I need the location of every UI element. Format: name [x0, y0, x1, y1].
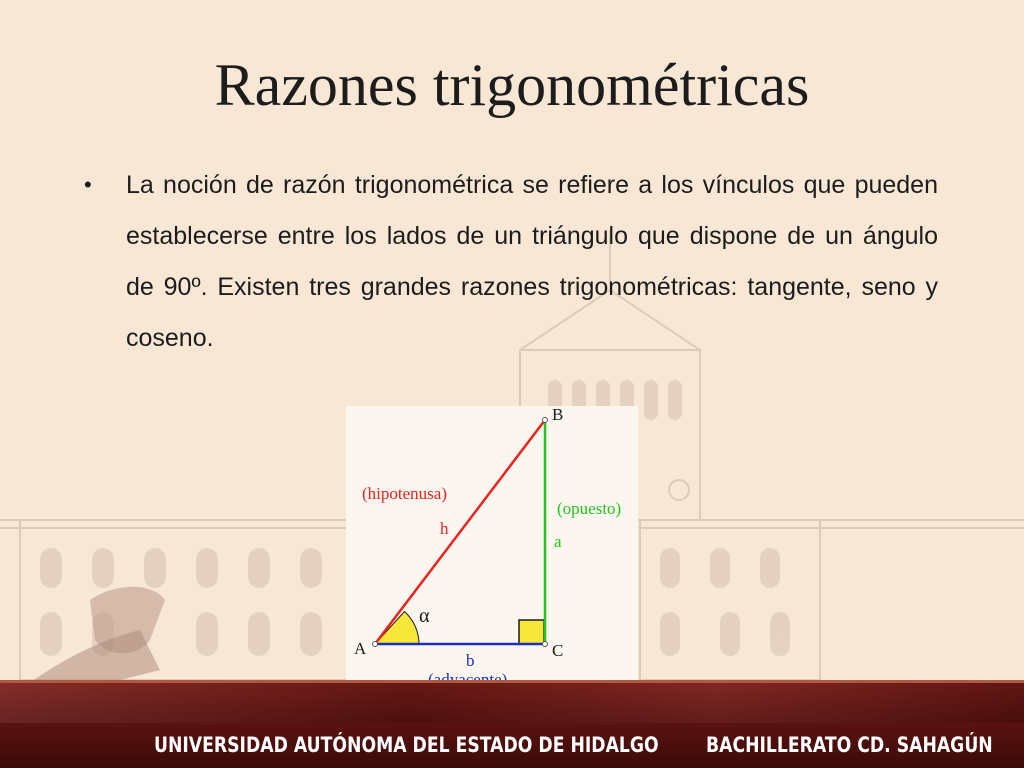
footer-university-name: UNIVERSIDAD AUTÓNOMA DEL ESTADO DE HIDALGO — [154, 733, 659, 757]
hypotenuse-label: (hipotenusa) — [362, 484, 447, 503]
slide-title: Razones trigonométricas — [214, 52, 810, 118]
vertex-a-dot — [373, 642, 378, 647]
vertex-a-label: A — [354, 639, 367, 658]
bullet-marker: • — [84, 172, 92, 197]
right-angle-marker — [519, 620, 544, 644]
angle-alpha-label: α — [419, 605, 430, 627]
footer-shade — [0, 683, 1024, 723]
adjacent-letter: b — [466, 651, 475, 670]
opposite-letter: a — [554, 532, 562, 551]
hypotenuse-side — [375, 420, 545, 644]
vertex-c-dot — [543, 642, 548, 647]
vertex-b-label: B — [552, 406, 564, 424]
vertex-b-dot — [543, 418, 548, 423]
hypotenuse-letter: h — [440, 519, 449, 538]
triangle-figure — [346, 406, 638, 698]
vertex-c-label: C — [552, 641, 564, 660]
opposite-label: (opuesto) — [557, 499, 622, 518]
bullet-paragraph: La noción de razón trigonométrica se refiere a los vínculos que pueden establecerse entre los lados de un triángulo que dispone de un ángulo de 90º. Existen tres grandes razones trigonométricas: tangente, seno y coseno. — [126, 171, 938, 352]
footer-campus-name: BACHILLERATO CD. SAHAGÚN — [706, 733, 993, 757]
right-triangle-diagram — [346, 406, 638, 698]
